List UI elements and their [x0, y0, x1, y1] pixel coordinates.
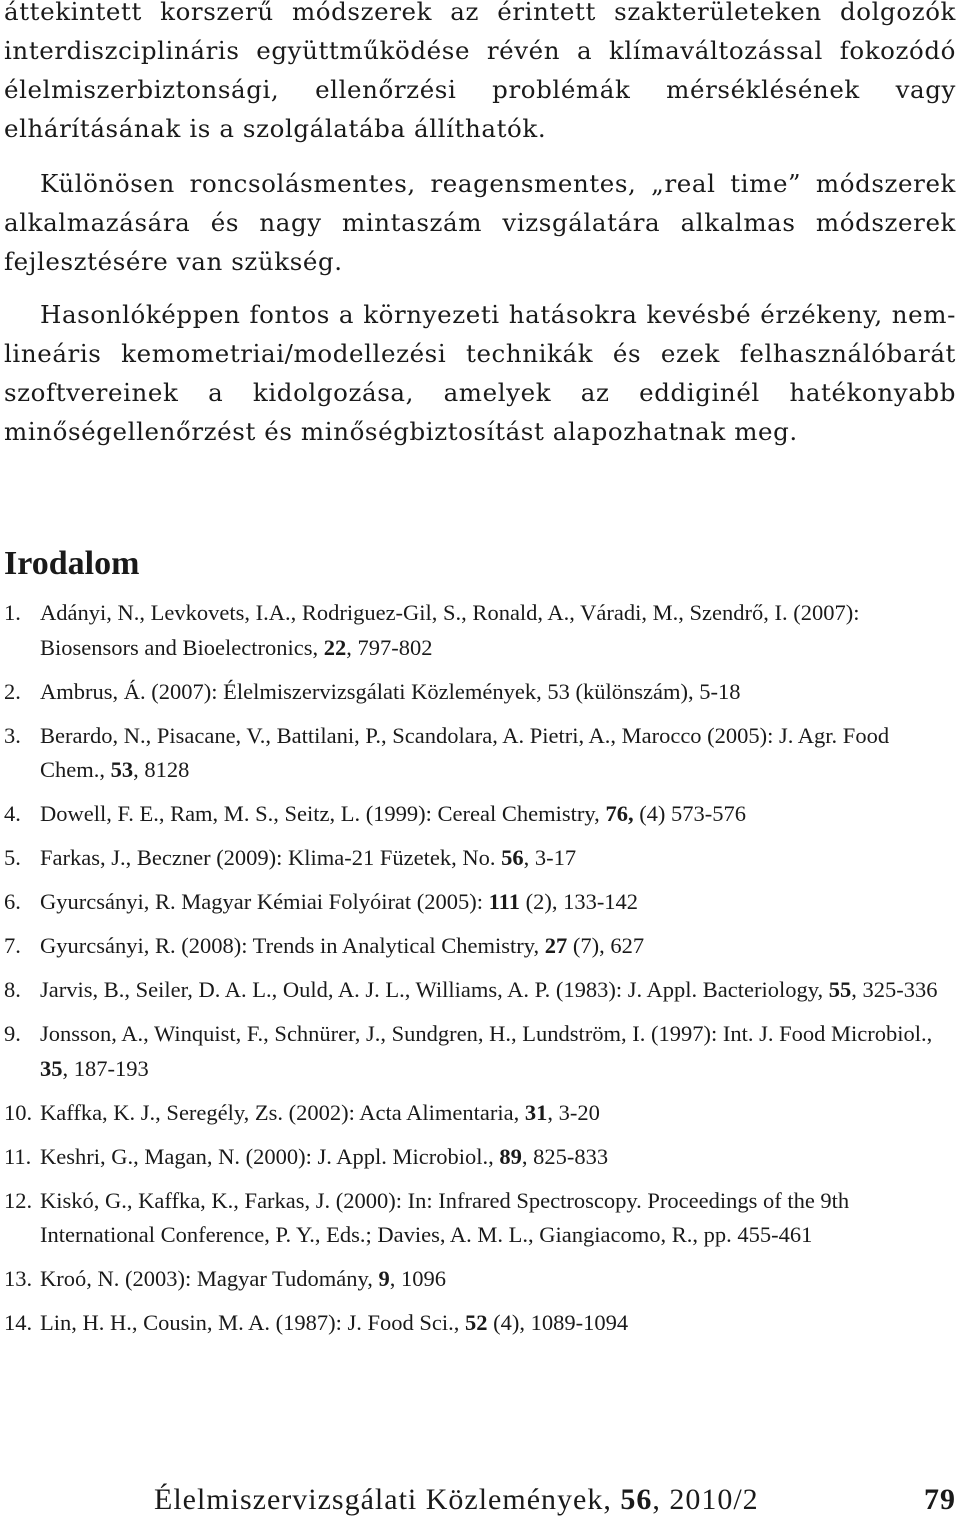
paragraph-3: Hasonlóképpen fontos a környezeti hatásokra kevésbé érzékeny, nem-lineáris kemometriai/modellezési technikák és ezek felhasználóbarát szoftvereinek a kidolgozása, amelyek az eddiginél hatékonyabb minőségellenőrzést és minőségbiztosítást alapozhatnak meg. — [4, 300, 956, 446]
reference-item — [4, 973, 956, 1008]
reference-text-part: (7), 627 — [567, 933, 645, 958]
reference-text-part: , 3-17 — [523, 845, 577, 870]
reference-number: 12. — [4, 1187, 33, 1213]
reference-text-part: Kroó, N. (2003): Magyar Tudomány, — [40, 1266, 379, 1291]
reference-number: 7. — [4, 933, 21, 958]
reference-text — [40, 1306, 956, 1341]
reference-text-part: Berardo, N., Pisacane, V., Battilani, P., Scandolara, A. Pietri, A., Marocco (2005): J. Agr. Food Chem., — [40, 722, 890, 782]
page-number: 79 — [924, 1483, 956, 1516]
references-heading: Irodalom — [4, 545, 140, 582]
reference-number: 5. — [4, 845, 21, 870]
reference-volume: 9 — [378, 1266, 390, 1291]
reference-text-part: Farkas, J., Beczner (2009): Klima-21 Füzetek, No. — [40, 845, 502, 870]
reference-item — [4, 1184, 956, 1253]
reference-text-part: , 825-833 — [521, 1143, 609, 1169]
reference-volume: 89 — [499, 1143, 522, 1169]
reference-text-part: Dowell, F. E., Ram, M. S., Seitz, L. (1999): Cereal Chemistry, — [40, 801, 606, 826]
reference-number: 10. — [4, 1099, 33, 1125]
reference-text-part: Lin, H. H., Cousin, M. A. (1987): J. Food Sci., — [40, 1310, 466, 1335]
reference-number: 14. — [4, 1310, 33, 1335]
reference-text — [40, 885, 956, 920]
reference-text-part: Kaffka, K. J., Seregély, Zs. (2002): Acta Alimentaria, — [40, 1099, 525, 1125]
reference-text-part: (4), 1089-1094 — [487, 1310, 629, 1335]
reference-text-part: , 8128 — [133, 757, 190, 782]
reference-text-part: (4) 573-576 — [633, 801, 747, 826]
reference-text-part: Jonsson, A., Winquist, F., Schnürer, J., Sundgren, H., Lundström, I. (1997): Int. J. Food Microbiol., — [40, 1021, 933, 1046]
reference-item — [4, 1306, 956, 1341]
reference-text-part: Gyurcsányi, R. (2008): Trends in Analytical Chemistry, — [40, 933, 545, 958]
reference-text — [40, 719, 956, 788]
footer-volume: 56 — [620, 1483, 653, 1516]
reference-text-part: , 325-336 — [851, 977, 938, 1002]
reference-text — [40, 1017, 956, 1086]
reference-item — [4, 596, 956, 665]
reference-text — [40, 841, 956, 876]
reference-number: 3. — [4, 722, 21, 748]
reference-text-part: , 3-20 — [547, 1099, 600, 1125]
reference-number: 6. — [4, 889, 21, 914]
footer-issue: , 2010/2 — [652, 1483, 759, 1516]
reference-volume: 35 — [40, 1055, 63, 1081]
reference-number: 1. — [4, 600, 21, 625]
reference-text-part: Kiskó, G., Kaffka, K., Farkas, J. (2000): In: Infrared Spectroscopy. Proceedings of the 9th International Conference, P. Y., Eds.; Davies, A. M. L., Giangiacomo, R., pp. 455-461 — [40, 1187, 850, 1247]
reference-volume: 56 — [501, 845, 524, 870]
reference-item — [4, 797, 956, 832]
reference-volume: 76, — [605, 801, 634, 826]
reference-volume: 53 — [110, 757, 134, 782]
reference-number: 2. — [4, 678, 21, 704]
reference-volume: 52 — [465, 1310, 488, 1335]
reference-text — [40, 596, 956, 665]
reference-item — [4, 1262, 956, 1297]
reference-item — [4, 1017, 956, 1086]
reference-volume: 27 — [544, 933, 568, 958]
reference-number: 13. — [4, 1266, 33, 1291]
reference-text-part: , 1096 — [389, 1266, 447, 1291]
reference-text-part: (2), 133-142 — [519, 889, 639, 914]
reference-number: 9. — [4, 1021, 21, 1046]
reference-item — [4, 841, 956, 876]
footer-journal-name: Élelmiszervizsgálati Közlemények, — [154, 1483, 621, 1516]
reference-text-part: Adányi, N., Levkovets, I.A., Rodriguez-Gil, S., Ronald, A., Váradi, M., Szendrő, I. (2007): Biosensors and Bioelectronics, — [40, 600, 860, 660]
reference-text — [40, 1140, 956, 1175]
reference-item — [4, 885, 956, 920]
reference-volume: 22 — [323, 634, 347, 660]
reference-number: 8. — [4, 977, 21, 1002]
reference-text — [40, 797, 956, 832]
reference-number: 4. — [4, 801, 21, 826]
reference-text-part: Jarvis, B., Seiler, D. A. L., Ould, A. J. L., Williams, A. P. (1983): J. Appl. Bacteriology, — [40, 977, 829, 1002]
reference-text — [40, 973, 956, 1008]
reference-volume: 55 — [828, 977, 852, 1002]
reference-item — [4, 675, 956, 710]
paragraph-2: Különösen roncsolásmentes, reagensmentes, „real time” módszerek alkalmazására és nagy mintaszám vizsgálatára alkalmas módszerek fejlesztésére van szükség. — [4, 169, 956, 276]
reference-text — [40, 1184, 956, 1253]
reference-volume: 31 — [524, 1099, 548, 1125]
reference-item — [4, 1096, 956, 1131]
reference-text — [40, 675, 956, 710]
reference-item — [4, 719, 956, 788]
reference-item — [4, 929, 956, 964]
reference-text — [40, 1096, 956, 1131]
reference-text-part: , 187-193 — [62, 1055, 149, 1081]
reference-text — [40, 929, 956, 964]
reference-text — [40, 1262, 956, 1297]
reference-text-part: Ambrus, Á. (2007): Élelmiszervizsgálati Közlemények, 53 (különszám), 5-18 — [40, 678, 741, 704]
reference-item — [4, 1140, 956, 1175]
footer-journal — [154, 1483, 759, 1517]
paragraph-1: áttekintett korszerű módszerek az érintett szakterületeken dolgozók interdiszciplináris együttműködése révén a klímaváltozással fokozódó élelmiszerbiztonsági, ellenőrzési problémák mérséklésének vagy elhárításának is a szolgálatába állíthatók. — [4, 0, 956, 143]
reference-text-part: , 797-802 — [346, 634, 433, 660]
reference-text-part: Keshri, G., Magan, N. (2000): J. Appl. Microbiol., — [40, 1143, 500, 1169]
references-list — [4, 596, 956, 1350]
reference-text-part: Gyurcsányi, R. Magyar Kémiai Folyóirat (2005): — [40, 889, 489, 914]
reference-number: 11. — [4, 1143, 32, 1169]
reference-volume: 111 — [488, 889, 520, 914]
